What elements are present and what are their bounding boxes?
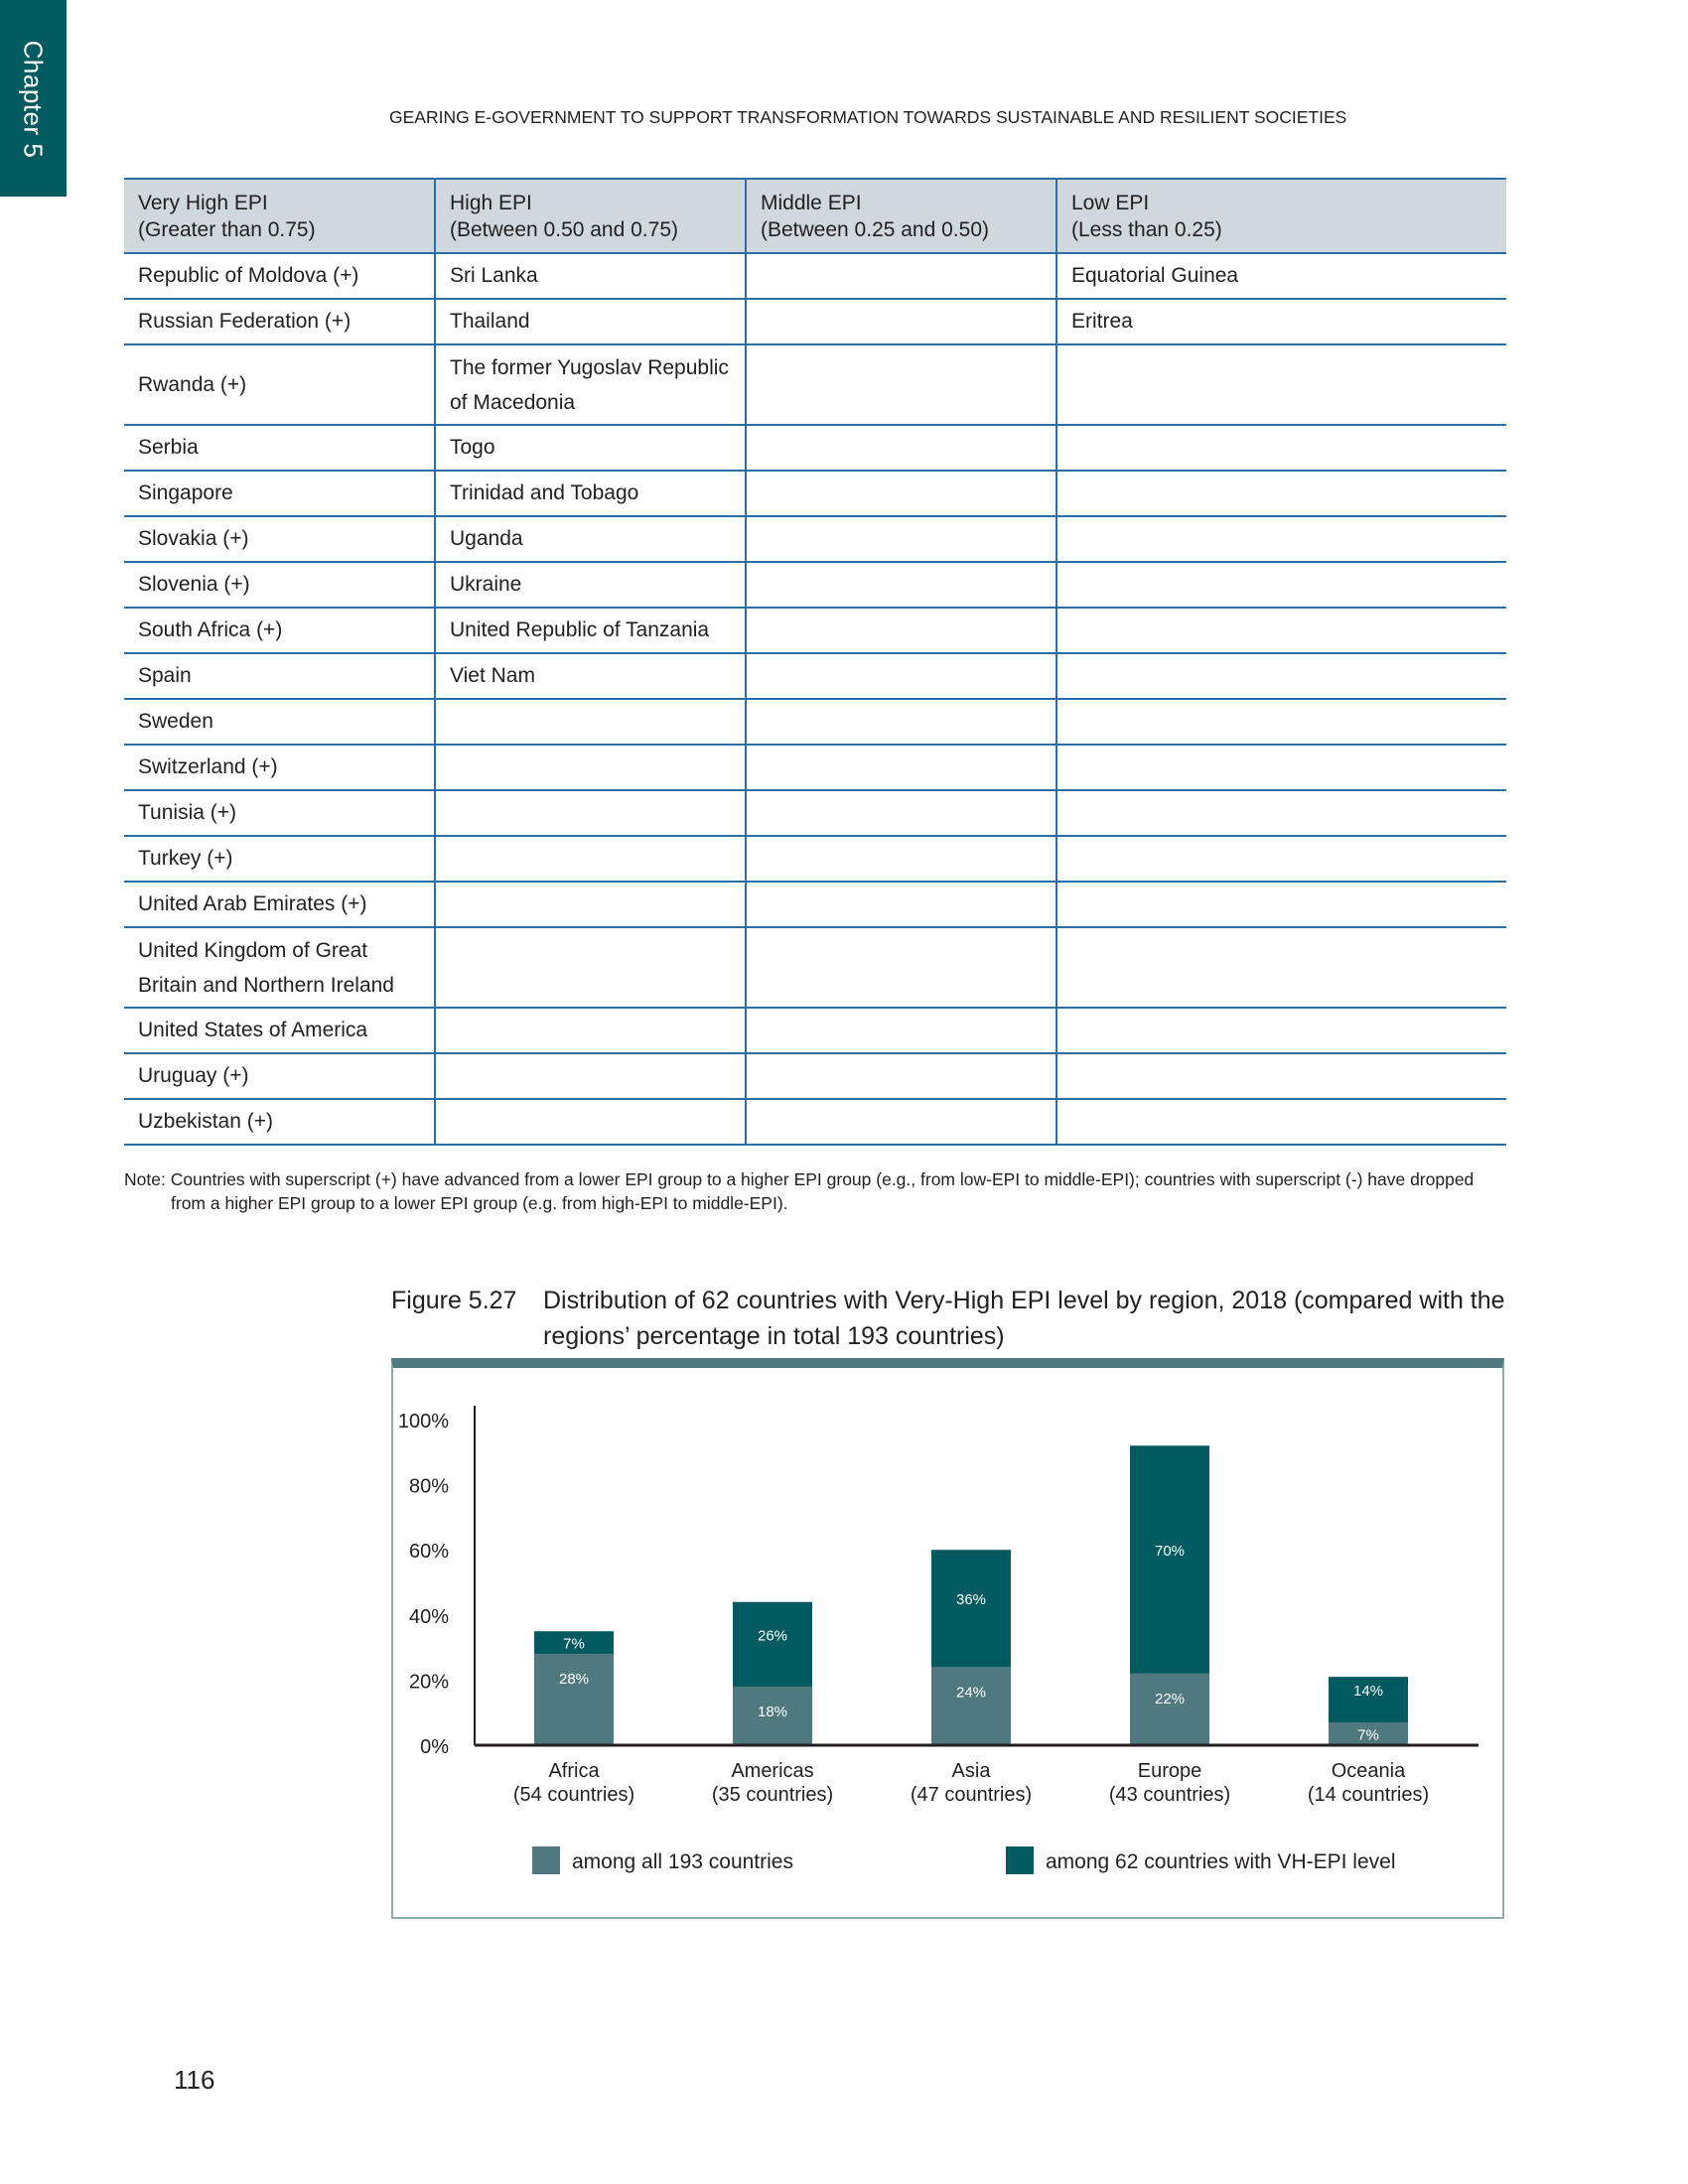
y-tick-label: 20% — [408, 1671, 449, 1694]
table-cell: Serbia — [124, 425, 435, 471]
x-category-subtitle: (43 countries) — [1108, 1784, 1231, 1806]
y-tick-label: 100% — [397, 1411, 449, 1433]
header-low-epi: Low EPI (Less than 0.25) — [1056, 179, 1506, 253]
table-cell: Slovenia (+) — [124, 562, 435, 608]
table-row — [124, 253, 1506, 299]
chapter-tab — [0, 0, 67, 197]
table-cell: United States of America — [124, 1008, 435, 1053]
table-cell — [746, 882, 1056, 927]
table-row — [124, 836, 1506, 882]
table-cell — [746, 516, 1056, 562]
table-cell — [1056, 882, 1506, 927]
table-cell — [435, 882, 746, 927]
table-cell: Togo — [435, 425, 746, 471]
table-cell: Thailand — [435, 299, 746, 344]
table-cell — [746, 927, 1056, 1008]
legend-label-vh-epi: among 62 countries with VH-EPI level — [1046, 1850, 1396, 1873]
chapter-label: Chapter 5 — [18, 40, 49, 159]
table-cell — [1056, 471, 1506, 516]
table-cell — [435, 699, 746, 745]
table-cell — [746, 653, 1056, 699]
x-category-label: Americas — [731, 1760, 814, 1782]
data-label-vh-epi: 26% — [757, 1627, 788, 1645]
table-cell — [435, 1099, 746, 1145]
header-very-high-epi: Very High EPI (Greater than 0.75) — [124, 179, 435, 253]
table-row — [124, 927, 1506, 1008]
table-cell — [435, 745, 746, 790]
data-label-vh-epi: 7% — [563, 1635, 585, 1653]
table-cell — [1056, 927, 1506, 1008]
data-label-all-193: 24% — [955, 1684, 987, 1702]
table-cell — [746, 608, 1056, 653]
bar-all-193-europe — [1130, 1674, 1209, 1745]
x-category-label: Africa — [548, 1760, 600, 1782]
table-cell — [746, 471, 1056, 516]
bar-all-193-asia — [931, 1667, 1011, 1745]
data-label-all-193: 7% — [1357, 1726, 1379, 1744]
figure-number: Figure 5.27 — [391, 1287, 517, 1314]
table-row — [124, 516, 1506, 562]
table-cell — [746, 562, 1056, 608]
table-cell: United Arab Emirates (+) — [124, 882, 435, 927]
table-row — [124, 699, 1506, 745]
table-cell: Rwanda (+) — [124, 344, 435, 425]
x-category-label: Asia — [951, 1760, 991, 1782]
data-label-all-193: 22% — [1154, 1690, 1186, 1707]
table-row — [124, 608, 1506, 653]
table-row — [124, 1008, 1506, 1053]
table-row — [124, 562, 1506, 608]
table-cell — [746, 1099, 1056, 1145]
y-tick-label: 40% — [408, 1605, 449, 1628]
table-cell — [435, 927, 746, 1008]
y-tick-label: 60% — [408, 1541, 449, 1564]
table-cell — [746, 344, 1056, 425]
table-cell — [435, 1008, 746, 1053]
x-category-label: Europe — [1137, 1760, 1202, 1782]
header-high-epi: High EPI (Between 0.50 and 0.75) — [435, 179, 746, 253]
table-cell: Spain — [124, 653, 435, 699]
table-row — [124, 653, 1506, 699]
table-cell: Tunisia (+) — [124, 790, 435, 836]
table-cell — [1056, 1053, 1506, 1099]
table-cell: Equatorial Guinea — [1056, 253, 1506, 299]
legend-swatch-vh-epi — [1006, 1846, 1034, 1874]
table-cell — [746, 699, 1056, 745]
table-cell: Turkey (+) — [124, 836, 435, 882]
epi-groups-table — [124, 178, 1506, 1146]
table-cell — [1056, 516, 1506, 562]
y-tick-label: 80% — [408, 1475, 449, 1498]
table-row — [124, 299, 1506, 344]
x-category-subtitle: (35 countries) — [711, 1784, 834, 1806]
table-row — [124, 790, 1506, 836]
x-category-subtitle: (14 countries) — [1307, 1784, 1430, 1806]
table-cell — [746, 299, 1056, 344]
table-cell — [435, 836, 746, 882]
table-cell: Uruguay (+) — [124, 1053, 435, 1099]
table-row — [124, 745, 1506, 790]
running-header: GEARING E-GOVERNMENT TO SUPPORT TRANSFORMATION TOWARDS SUSTAINABLE AND RESILIENT SOCIETIES — [389, 107, 1347, 127]
table-cell: The former Yugoslav Republic of Macedonia — [435, 344, 746, 425]
table-header-row — [124, 179, 1506, 253]
table-cell — [746, 1008, 1056, 1053]
data-label-all-193: 18% — [757, 1703, 788, 1720]
table-cell — [1056, 1099, 1506, 1145]
table-cell — [746, 790, 1056, 836]
table-cell — [746, 745, 1056, 790]
table-cell: Sweden — [124, 699, 435, 745]
legend-label-all-193: among all 193 countries — [572, 1850, 793, 1873]
figure-caption: Distribution of 62 countries with Very-High EPI level by region, 2018 (compared with the regions’ percentage in total 193 countries) — [543, 1287, 1505, 1350]
table-cell: South Africa (+) — [124, 608, 435, 653]
table-cell — [1056, 699, 1506, 745]
table-cell — [1056, 425, 1506, 471]
table-note: Note: Countries with superscript (+) have advanced from a lower EPI group to a higher EPI group (e.g., from low-EPI to middle-EPI); countries with superscript (-) have dropped from a higher EPI group to a lower EPI group (e.g. from high-EPI to middle-EPI). — [124, 1169, 1475, 1213]
table-cell — [746, 1053, 1056, 1099]
table-cell — [1056, 790, 1506, 836]
table-cell — [1056, 344, 1506, 425]
table-cell — [1056, 608, 1506, 653]
table-cell — [1056, 562, 1506, 608]
table-row — [124, 425, 1506, 471]
bar-all-193-africa — [534, 1654, 614, 1745]
table-cell: Slovakia (+) — [124, 516, 435, 562]
data-label-all-193: 28% — [558, 1671, 590, 1689]
table-cell: Viet Nam — [435, 653, 746, 699]
table-cell — [435, 790, 746, 836]
data-label-vh-epi: 36% — [955, 1591, 987, 1609]
page-number: 116 — [174, 2065, 215, 2095]
y-tick-label: 0% — [420, 1736, 449, 1758]
table-cell: Singapore — [124, 471, 435, 516]
x-category-subtitle: (54 countries) — [512, 1784, 635, 1806]
table-row — [124, 1053, 1506, 1099]
x-category-label: Oceania — [1331, 1760, 1406, 1782]
legend-swatch-all-193 — [532, 1846, 560, 1874]
table-row — [124, 344, 1506, 425]
table-cell — [746, 253, 1056, 299]
table-cell — [1056, 745, 1506, 790]
header-middle-epi: Middle EPI (Between 0.25 and 0.50) — [746, 179, 1056, 253]
table-cell: Republic of Moldova (+) — [124, 253, 435, 299]
table-row — [124, 471, 1506, 516]
table-cell: Uganda — [435, 516, 746, 562]
table-cell: Trinidad and Tobago — [435, 471, 746, 516]
table-cell — [746, 836, 1056, 882]
table-cell: Sri Lanka — [435, 253, 746, 299]
table-cell: Russian Federation (+) — [124, 299, 435, 344]
table-cell — [746, 425, 1056, 471]
table-cell: Ukraine — [435, 562, 746, 608]
table-cell — [435, 1053, 746, 1099]
table-cell — [1056, 836, 1506, 882]
table-row — [124, 1099, 1506, 1145]
table-cell: Switzerland (+) — [124, 745, 435, 790]
table-cell: Uzbekistan (+) — [124, 1099, 435, 1145]
table-body — [124, 253, 1506, 1145]
chart-frame — [391, 1358, 1504, 1919]
table-cell: United Kingdom of Great Britain and Northern Ireland — [124, 927, 435, 1008]
table-row — [124, 882, 1506, 927]
table-cell: Eritrea — [1056, 299, 1506, 344]
data-label-vh-epi: 70% — [1154, 1543, 1186, 1561]
table-cell: United Republic of Tanzania — [435, 608, 746, 653]
x-category-subtitle: (47 countries) — [910, 1784, 1033, 1806]
table-cell — [1056, 1008, 1506, 1053]
data-label-vh-epi: 14% — [1352, 1683, 1384, 1701]
stacked-bar-chart — [393, 1368, 1502, 1917]
table-cell — [1056, 653, 1506, 699]
